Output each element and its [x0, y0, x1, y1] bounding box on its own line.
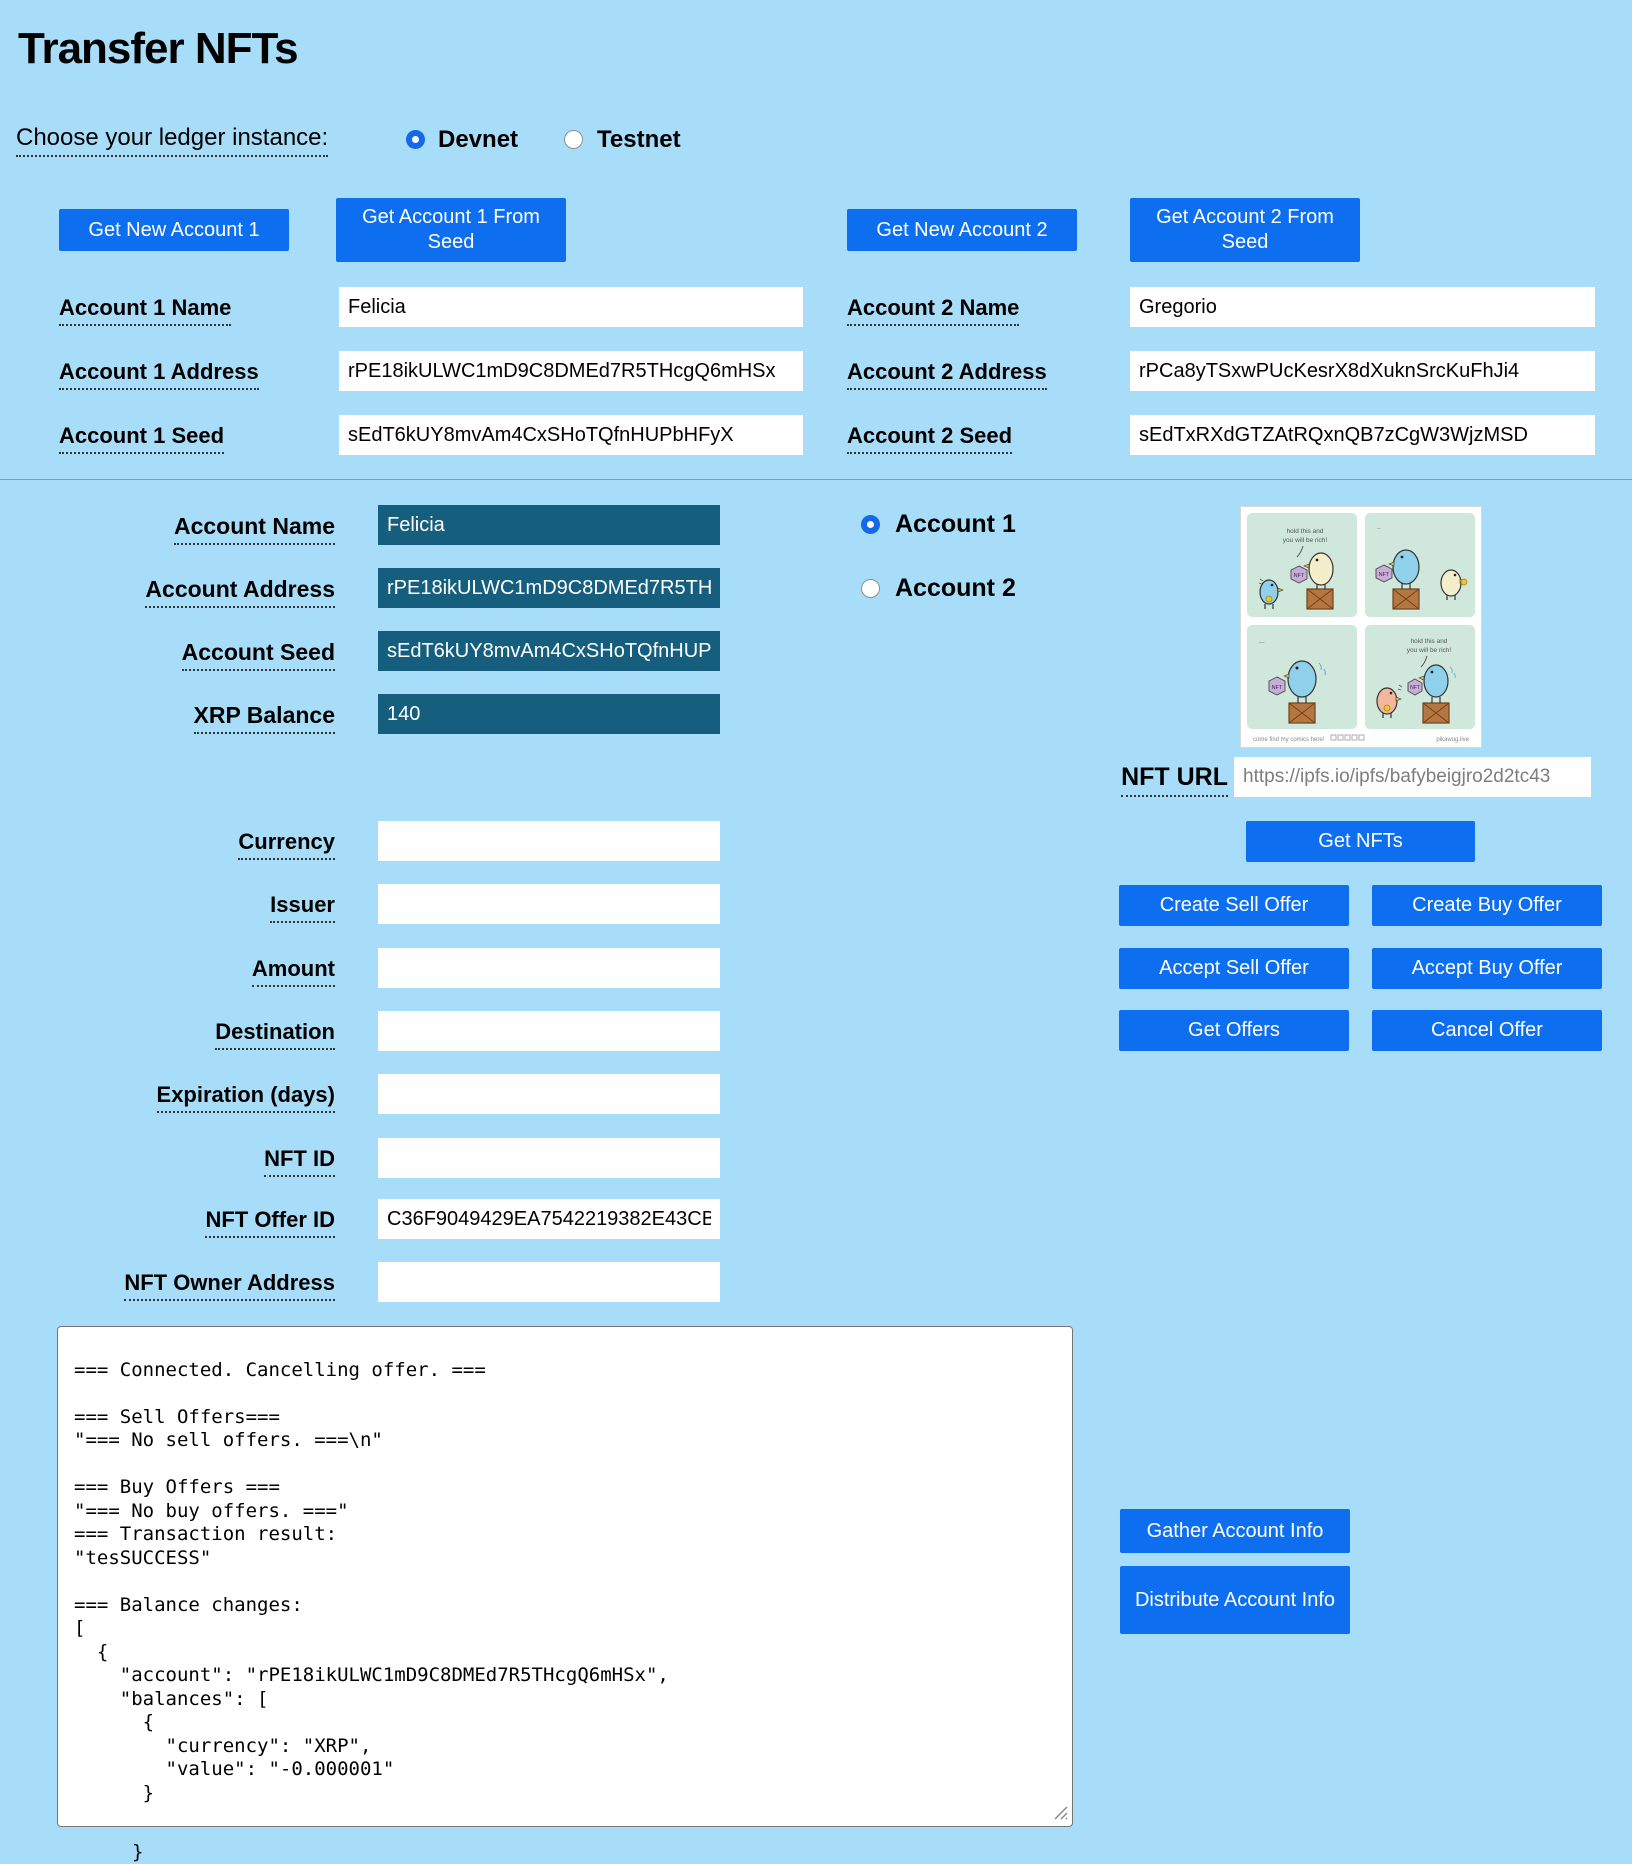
nft-hexagon-label: NFT [1410, 685, 1420, 691]
amount-label: Amount [252, 956, 335, 987]
devnet-radio[interactable] [406, 130, 425, 149]
account2-seed-label: Account 2 Seed [847, 423, 1012, 454]
gather-account-info-button[interactable]: Gather Account Info [1120, 1509, 1350, 1553]
xrp-balance-label: XRP Balance [194, 702, 335, 734]
cutoff-text: } [132, 1841, 144, 1863]
issuer-label: Issuer [270, 892, 335, 923]
account-address-label: Account Address [145, 576, 335, 608]
nft-id-input[interactable] [378, 1138, 720, 1178]
nft-url-label: NFT URL [1121, 763, 1228, 797]
nft-owner-address-input[interactable] [378, 1262, 720, 1302]
account-seed-field[interactable] [378, 631, 720, 671]
account1-select-label[interactable]: Account 1 [895, 510, 1016, 538]
account1-select-radio[interactable] [861, 515, 880, 534]
get-account1-from-seed-button[interactable]: Get Account 1 From Seed [336, 198, 566, 262]
amount-input[interactable] [378, 948, 720, 988]
nft-comic-svg [1241, 507, 1481, 747]
account2-select-radio[interactable] [861, 579, 880, 598]
devnet-radio-label[interactable]: Devnet [438, 126, 519, 153]
accept-buy-offer-button[interactable]: Accept Buy Offer [1372, 948, 1602, 989]
distribute-account-info-button[interactable]: Distribute Account Info [1120, 1566, 1350, 1634]
account-name-field[interactable] [378, 505, 720, 545]
account1-name-input[interactable] [339, 287, 803, 327]
results-textarea[interactable] [57, 1326, 1073, 1827]
account2-name-input[interactable] [1130, 287, 1595, 327]
resize-grip-icon[interactable] [1052, 1804, 1069, 1821]
speech-text-line2: you will be rich! [1282, 537, 1328, 544]
account2-seed-input[interactable] [1130, 415, 1595, 455]
nft-hexagon-label: NFT [1378, 572, 1390, 578]
speech-text-line1: hold this and [1410, 638, 1448, 645]
account1-seed-input[interactable] [339, 415, 803, 455]
destination-label: Destination [215, 1019, 335, 1050]
currency-input[interactable] [378, 821, 720, 861]
page-title: Transfer NFTs [18, 24, 298, 73]
expiration-days-input[interactable] [378, 1074, 720, 1114]
dots-text: ... [1259, 638, 1265, 645]
account2-select-label[interactable]: Account 2 [895, 574, 1016, 602]
account1-name-label: Account 1 Name [59, 295, 231, 326]
account-address-field[interactable] [378, 568, 720, 608]
speech-text-line2: you will be rich! [1406, 647, 1452, 654]
nft-owner-address-label: NFT Owner Address [124, 1270, 335, 1301]
account-seed-label: Account Seed [182, 639, 335, 671]
speech-text-line1: hold this and [1286, 528, 1324, 535]
account-name-label: Account Name [174, 513, 335, 545]
issuer-input[interactable] [378, 884, 720, 924]
section-divider [0, 479, 1632, 480]
nft-url-input[interactable] [1234, 757, 1591, 797]
get-new-account1-button[interactable]: Get New Account 1 [59, 209, 289, 251]
testnet-radio-label[interactable]: Testnet [597, 126, 681, 153]
account2-name-label: Account 2 Name [847, 295, 1019, 326]
accept-sell-offer-button[interactable]: Accept Sell Offer [1119, 948, 1349, 989]
create-sell-offer-button[interactable]: Create Sell Offer [1119, 885, 1349, 926]
create-buy-offer-button[interactable]: Create Buy Offer [1372, 885, 1602, 926]
nft-id-label: NFT ID [264, 1146, 335, 1177]
cancel-offer-button[interactable]: Cancel Offer [1372, 1010, 1602, 1051]
get-new-account2-button[interactable]: Get New Account 2 [847, 209, 1077, 251]
destination-input[interactable] [378, 1011, 720, 1051]
nft-offer-id-input[interactable] [378, 1199, 720, 1239]
comic-caption-left: come find my comics here! [1253, 737, 1325, 743]
account1-seed-label: Account 1 Seed [59, 423, 224, 454]
account2-address-label: Account 2 Address [847, 359, 1047, 390]
expiration-days-label: Expiration (days) [157, 1082, 335, 1113]
nft-image [1241, 507, 1481, 747]
currency-label: Currency [238, 829, 335, 860]
xrp-balance-field[interactable] [378, 694, 720, 734]
get-offers-button[interactable]: Get Offers [1119, 1010, 1349, 1051]
nft-offer-id-label: NFT Offer ID [205, 1207, 335, 1238]
ledger-instance-label: Choose your ledger instance: [16, 124, 328, 157]
testnet-radio[interactable] [564, 130, 583, 149]
account2-address-input[interactable] [1130, 351, 1595, 391]
dots-text: .. [1377, 524, 1381, 531]
get-nfts-button[interactable]: Get NFTs [1246, 821, 1475, 862]
nft-hexagon-label: NFT [1271, 685, 1283, 691]
comic-caption-right: pikawug.live [1436, 737, 1469, 743]
nft-hexagon-label: NFT [1293, 573, 1305, 579]
get-account2-from-seed-button[interactable]: Get Account 2 From Seed [1130, 198, 1360, 262]
account1-address-label: Account 1 Address [59, 359, 259, 390]
account1-address-input[interactable] [339, 351, 803, 391]
